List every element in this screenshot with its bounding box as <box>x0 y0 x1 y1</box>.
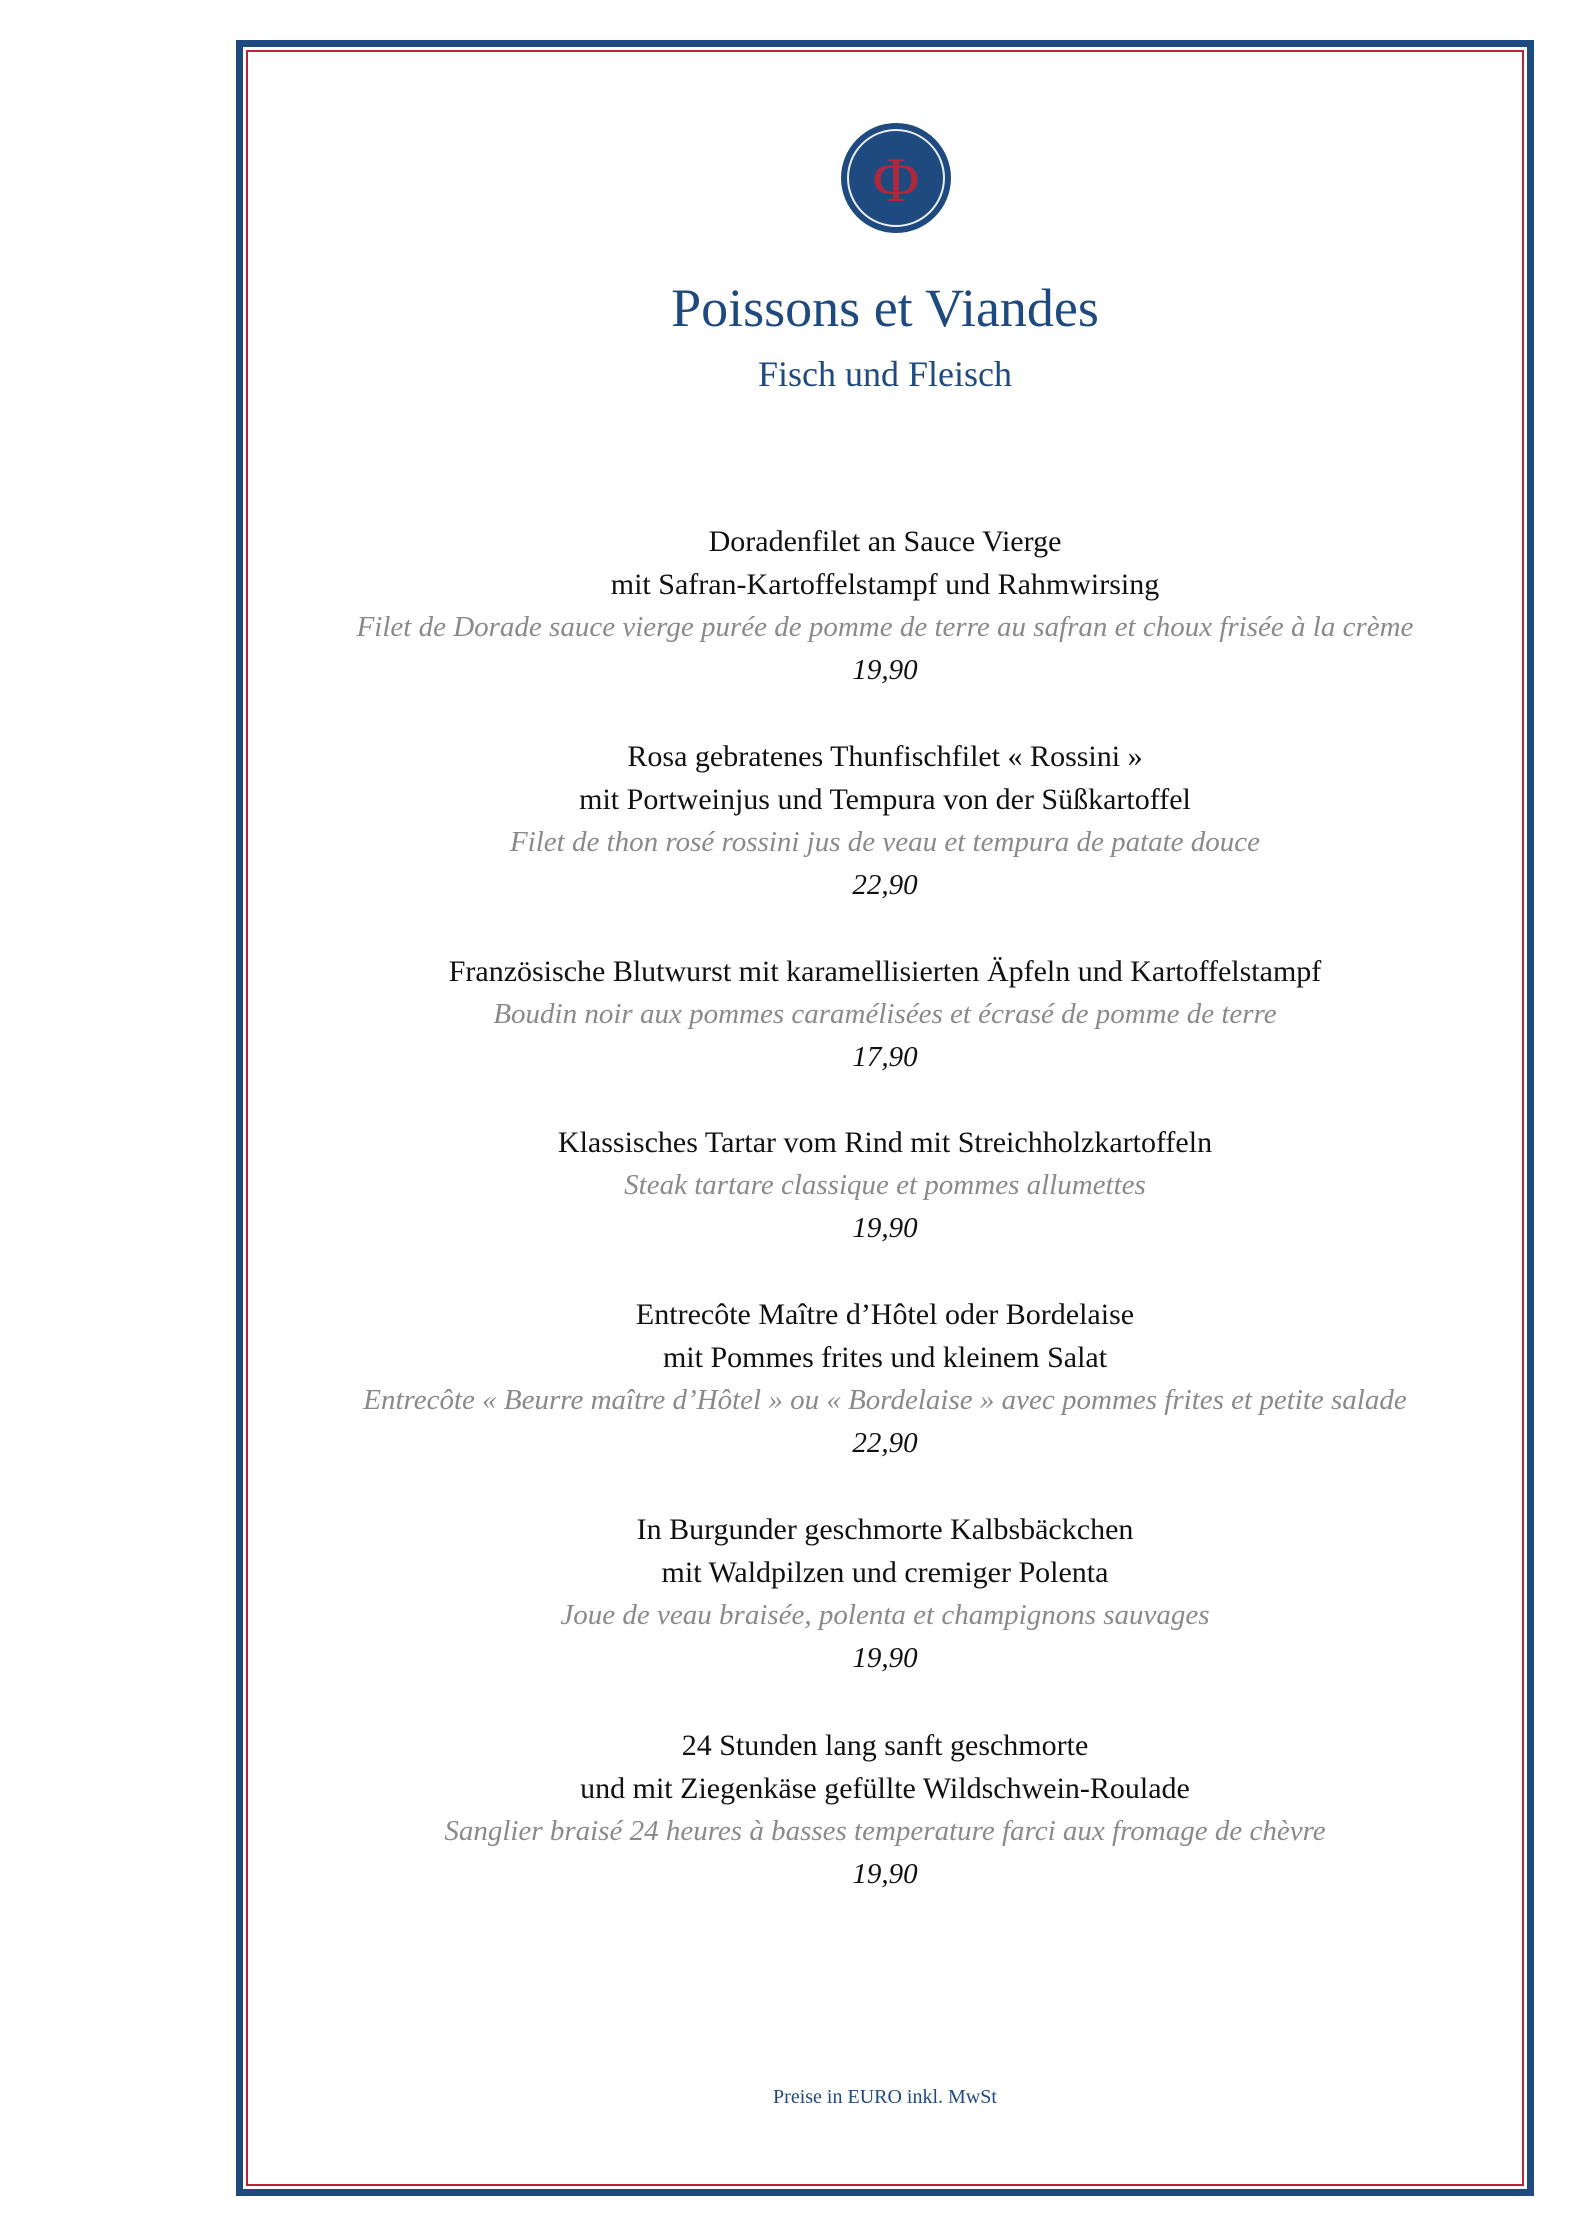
menu-item <box>300 1293 1470 1465</box>
dish-name-de: Rosa gebratenes Thunfischfilet « Rossini » <box>627 740 1143 773</box>
dish-name-fr: Filet de Dorade sauce vierge purée de pomme de terre au safran et choux frisée à la crème <box>356 611 1414 643</box>
dish-name-fr: Joue de veau braisée, polenta et champignons sauvages <box>560 1599 1210 1631</box>
dish-name-fr: Steak tartare classique et pommes allumettes <box>624 1169 1146 1201</box>
menu-item <box>300 1121 1470 1250</box>
price-note: Preise in EURO inkl. MwSt <box>773 2086 997 2108</box>
dish-name-fr: Entrecôte « Beurre maître d’Hôtel » ou « Bordelaise » avec pommes frites et petite salade <box>363 1384 1407 1416</box>
dish-price: 19,90 <box>852 1858 918 1890</box>
page-subtitle: Fisch und Fleisch <box>757 354 1012 394</box>
page-title: Poissons et Viandes <box>671 278 1099 338</box>
dish-name-fr: Boudin noir aux pommes caramélisées et écrasé de pomme de terre <box>493 998 1277 1030</box>
dish-name-de: und mit Ziegenkäse gefüllte Wildschwein-Roulade <box>580 1772 1190 1805</box>
dish-name-de: mit Safran-Kartoffelstampf und Rahmwirsing <box>610 568 1160 601</box>
dish-name-fr: Sanglier braisé 24 heures à basses temperature farci aux fromage de chèvre <box>444 1815 1326 1847</box>
menu-item <box>300 950 1470 1079</box>
restaurant-logo <box>840 122 952 234</box>
dish-name-de: mit Pommes frites und kleinem Salat <box>662 1341 1108 1374</box>
dish-name-de: mit Portweinjus und Tempura von der Süßkartoffel <box>579 783 1191 816</box>
dish-name-de: Entrecôte Maître d’Hôtel oder Bordelaise <box>635 1298 1135 1331</box>
dish-name-de: mit Waldpilzen und cremiger Polenta <box>661 1556 1109 1589</box>
menu-item <box>300 1724 1470 1896</box>
dish-price: 22,90 <box>852 1427 918 1459</box>
menu-item <box>300 1508 1470 1680</box>
logo-monogram: Φ <box>872 144 920 215</box>
dish-price: 19,90 <box>852 654 918 686</box>
dish-price: 22,90 <box>852 869 918 901</box>
dish-name-de: In Burgunder geschmorte Kalbsbäckchen <box>636 1513 1134 1546</box>
dish-name-de: Französische Blutwurst mit karamellisierten Äpfeln und Kartoffelstampf <box>448 955 1322 988</box>
dish-name-de: Klassisches Tartar vom Rind mit Streichholzkartoffeln <box>557 1126 1213 1159</box>
dish-price: 19,90 <box>852 1212 918 1244</box>
dish-name-de: 24 Stunden lang sanft geschmorte <box>681 1729 1089 1762</box>
dish-price: 17,90 <box>852 1041 918 1073</box>
menu-item <box>300 520 1470 692</box>
dish-price: 19,90 <box>852 1642 918 1674</box>
dish-name-de: Doradenfilet an Sauce Vierge <box>708 525 1062 558</box>
menu-item <box>300 735 1470 907</box>
dish-name-fr: Filet de thon rosé rossini jus de veau et tempura de patate douce <box>509 826 1261 858</box>
